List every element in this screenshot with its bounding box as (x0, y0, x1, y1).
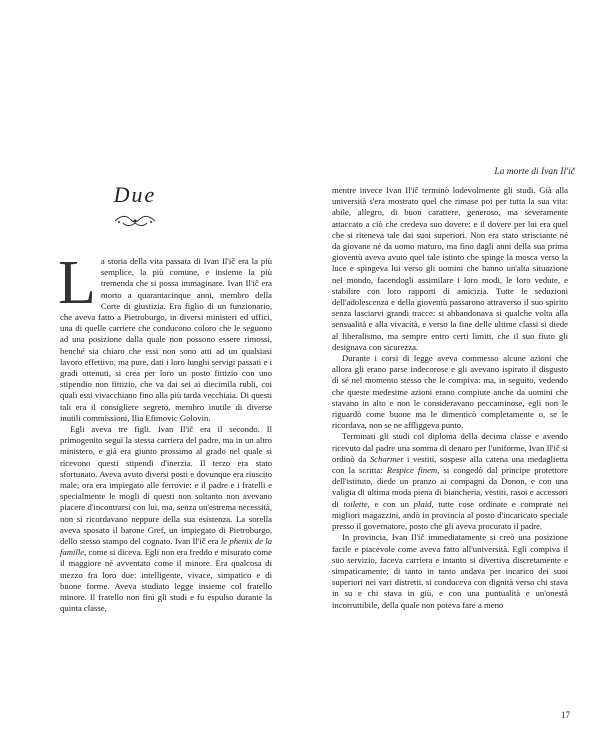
paragraph-1-text: a storia della vita passata di Ivan Il'ič era la più semplice, la più comune, e insieme la più tremenda che si possa immaginare. Ivan Il'ič era morto a quarantacinque anni, membro della Corte di giustizia. Era figlio di un funzionario, che aveva fatto a Pietroburgo, in diversi ministeri ed uffici, una di quelle carriere che conducono coloro che le seguono ad una posizione dalla quale non possono essere rimossi, benché sia chiaro che essi non sono atti ad un qualsiasi lavoro effettivo, ma pure, dati i loro lunghi servigi passati e i gradi ottenuti, si crea per loro un posto fittizio con uno stipendio non fittizio, che va dai sei ai diecimila rubli, coi quali essi vivacchiano fino alla più tarda vecchiaia. Di questi tali era il consigliere segreto, membro inutile di diverse inutili commissioni, Ilia Efimovic Golovin. (60, 256, 272, 423)
paragraph-law-courses: Durante i corsi di legge aveva commesso alcune azioni che allora gli erano parse indecorose e gli avevano ispirato il disgusto di sé nel momento stesso che le compiva: ma, in seguito, vedendo che queste medesime azioni erano compiute anche da uomini che stavano in alto e non le consideravano peccaminose, egli non le riguardò come buone ma le dimenticò completamente o, se le ricordava, non se ne affliggeva punto. (332, 353, 568, 431)
right-page (300, 0, 600, 750)
page-number: 17 (561, 710, 570, 720)
italic-toilette: toilette (343, 498, 368, 509)
paragraph-2-text: Egli aveva tre figli. Ivan Il'ič era il secondo. Il primogenito seguì la stessa carriera del padre, ma in un altro ministero, e già era giunto prossimo al grado nel quale si ricevono questi stipendi d'inerzia. Il terzo era stato sfortunato. Aveva avuto diversi posti e dovunque era riuscito male; ora era impiegato alle ferrovie: e il padre e i fratelli e specialmente le mogli di questi non soltanto non avevano piacere d'incontrarsi con lui, ma, senza un'estrema necessità, non si ricordavano neppure della sua esistenza. La sorella aveva sposato il barone Gref, un impiegato di Pietroburgo, dello stesso stampo del cognato. Ivan Il'ič era (60, 424, 272, 547)
chapter-title: Due (113, 182, 157, 207)
italic-plaid: plaid (413, 498, 432, 509)
paragraph-graduation (332, 431, 568, 532)
paragraph-2 (60, 424, 272, 614)
paragraph-province: In provincia, Ivan Il'ič immediatamente si creò una posizione facile e piacevole come aveva fatto all'università. Egli compiva il suo servizio, faceva carriera e intanto si divertiva discretamente e simpaticamente; di tanto in tanto andava per incarico dei suoi superiori nei vari distretti, si conduceva con dignità verso chi stava in su e chi stava in giù, e con una puntualità e un'onestà incorruttibile, della quale non poteva fare a meno (332, 532, 568, 610)
graduation-text-a: Terminati gli studi col diploma della decima classe e avendo ricevuto dal padre una somma di denaro per l'uniforme, Ivan Il'ič si ordinò da (332, 431, 568, 464)
graduation-text-e: , tutte cose ordinate e comprate nei migliori magazzini, andò in provincia al posto d'incaricato speciale presso il governatore, posto che gli aveva procurato il padre. (332, 498, 569, 532)
drop-cap: L (58, 249, 96, 317)
italic-scharmer: Scharmer (369, 453, 404, 464)
running-head: La morte di Ivan Il'ič (494, 167, 575, 177)
italic-respice-finem: Respice finem (386, 465, 438, 476)
italic-phrase: le phenix de la famille (60, 536, 272, 558)
paragraph-1 (58, 249, 272, 424)
paragraph-2-tail: , come si diceva. Egli non era freddo e misurato come il maggiore né avventato come il minore. Era qualcosa di mezzo fra loro due: intelligente, vivace, simpatico e di buone forme. Aveva studiato legge insieme col fratello minore. Il fratello non finì gli studi e fu espulso durante la quinta classe, (60, 547, 272, 614)
fleuron-ornament-icon (113, 214, 157, 228)
fleuron-ornament-icon (40, 214, 230, 230)
right-text-column (332, 185, 568, 611)
graduation-text-d: , e con un (367, 498, 414, 509)
graduation-text-b: i vestiti, sospese alla catena una medaglietta con la scritta: (332, 453, 568, 476)
left-text-column (58, 249, 272, 615)
paragraph-continued: mentre invece Ivan Il'ič terminò lodevolmente gli studi. Già alla università s'era mostrato quel che rimase poi per tutta la sua vita: abile, allegro, di buon carattere, generoso, ma severamente attaccato a ciò che credeva suo dovere: e il dovere per lui era quel che si riteneva tale dai suoi superiori. Non era stato strisciante né da giovane né da uomo maturo, ma fino dagli anni della sua prima gioventù aveva avuto quel tale istinto che spinge la mosca verso la luce e spingeva lui verso gli uomini che hanno un'alta situazione nel mondo, facendogli assimilare i loro modi, le loro vedute, e stabilire con loro rapporti di amicizia. Tutte le seduzioni dell'adolescenza e della gioventù passarono attraverso il suo spirito senza lasciarvi grandi tracce: si abbandonava si qualche volta alla sensualità e alla vivacità, e verso la fine delle ultime classi si diede al liberalismo, ma sempre entro certi limiti, che il suo fiuto gli designava con sicurezza. (332, 185, 568, 352)
graduation-text-c: , si congedò dal principe protettore dell'istituto, diede un pranzo ai compagni da Donon, e con una valigia di ultima moda piena di biancheria, vestiti, rasoi e accessori di (332, 465, 568, 509)
